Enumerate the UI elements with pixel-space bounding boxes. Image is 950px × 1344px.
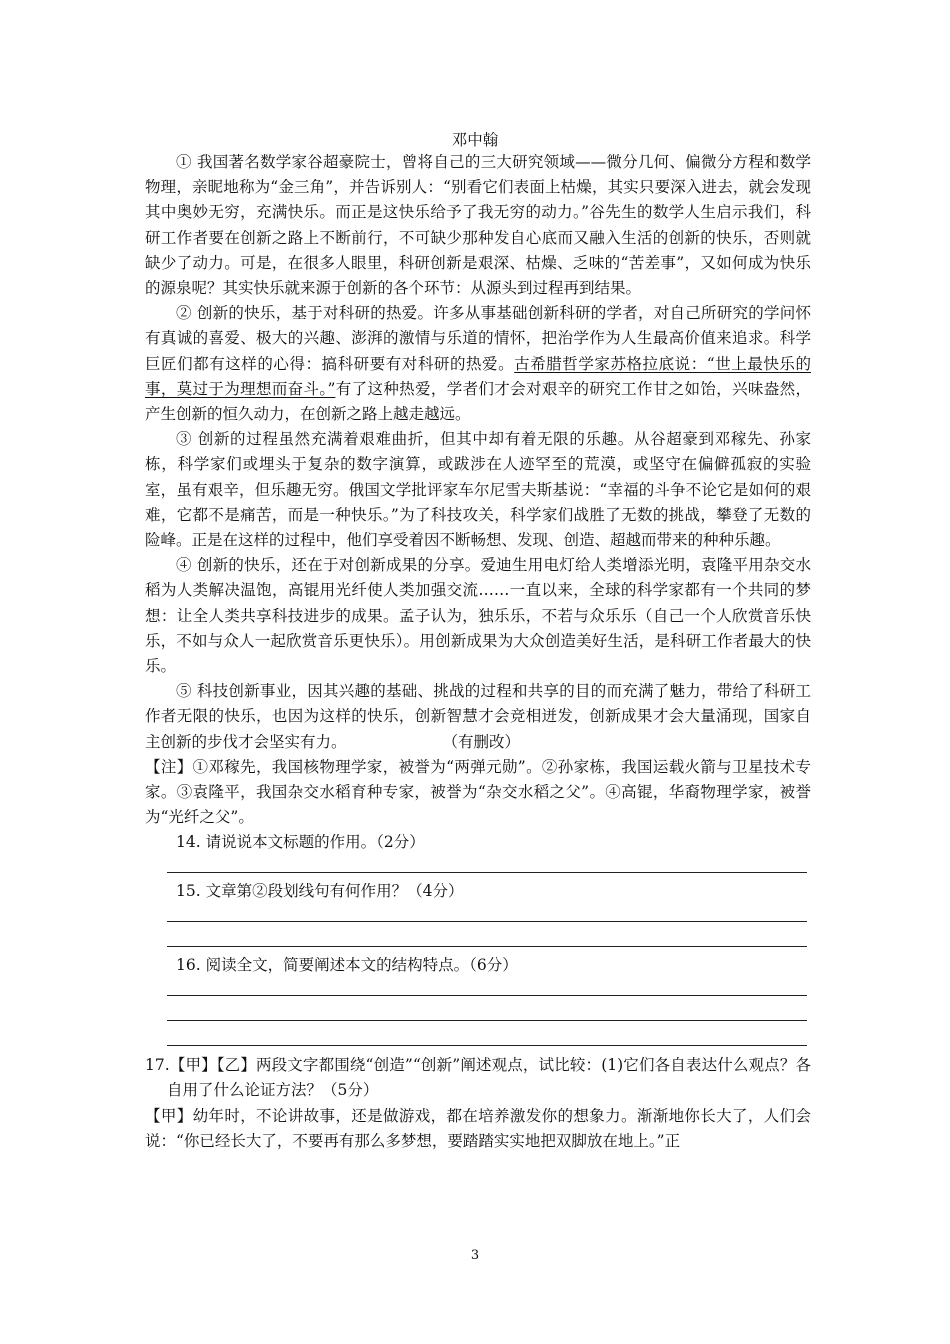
- paragraph-2-text-b: 有了这种热爱，学者们才会对艰辛的研究工作甘之如饴，兴味盎然，产生创新的恒久动力，在创新之路上越走越远。: [145, 379, 811, 424]
- article-body: [145, 150, 811, 1154]
- question-17: 17.【甲】【乙】两段文字都围绕“创造”“创新”阐述观点，试比较：(1)它们各自表达什么观点？各自用了什么论证方法？（5分）: [145, 1056, 811, 1100]
- underlined-sentence: 古希腊哲学家苏格拉底说：“世上最快乐的事，莫过于为理想而奋斗。”: [145, 354, 811, 398]
- paragraph-4: ④ 创新的快乐，还在于对创新成果的分享。爱迪生用电灯给人类增添光明，袁隆平用杂交水稻为人类解决温饱，高锟用光纤使人类加强交流……一直以来，全球的科学家都有一个共同的梦想：让全人类共享科技进步的成果。孟子认为，独乐乐，不若与众乐乐（自己一个人欣赏音乐快乐，不如与众人一起欣赏音乐更快乐）。用创新成果为大众创造美好生活，是科研工作者最大的快乐。: [145, 556, 811, 676]
- paragraph-2-text-a: ② 创新的快乐，基于对科研的热爱。许多从事基础创新科研的学者，对自己所研究的学问怀有真诚的喜爱、极大的兴趣、澎湃的激情与乐道的情怀，把治学作为人生最高价值来追求。科学巨匠们都有这样的心得：搞科研要有对科研的热爱。: [145, 304, 811, 373]
- footnote: 【注】①邓稼先，我国核物理学家，被誉为“两弹元勋”。②孙家栋，我国运载火箭与卫星技术专家。③袁隆平，我国杂交水稻育种专家，被誉为“杂交水稻之父”。④高锟，华裔物理学家，被誉为“光纤之父”。: [145, 757, 811, 827]
- question-14: 14. 请说说本文标题的作用。（2分）: [176, 833, 425, 852]
- paragraph-5: [145, 679, 811, 755]
- question-15: 15. 文章第②段划线句有何作用？（4分）: [176, 881, 464, 900]
- paragraph-1: ① 我国著名数学家谷超豪院士，曾将自己的三大研究领域——微分几何、偏微分方程和数学物理，亲昵地称为“金三角”，并告诉别人：“别看它们表面上枯燥，其实只要深入进去，就会发现其中奥妙无穷，充满快乐。而正是这快乐给予了我无穷的动力。”谷先生的数学人生启示我们，科研工作者要在创新之路上不断前行，不可缺少那种发自心底而又融入生活的创新的快乐，否则就缺少了动力。可是，在很多人眼里，科研创新是艰深、枯燥、乏味的“苦差事”，又如何成为快乐的源泉呢？其实快乐就来源于创新的各个环节：从源头到过程再到结果。: [145, 153, 811, 298]
- paragraph-5-text: ⑤ 科技创新事业，因其兴趣的基础、挑战的过程和共享的目的而充满了魅力，带给了科研工作者无限的快乐，也因为这样的快乐，创新智慧才会竞相迸发，创新成果才会大量涌现，国家自主创新的步伐才会坚实有力。: [145, 682, 811, 751]
- page-number: 3: [470, 1248, 480, 1263]
- question-16: 16. 阅读全文，简要阐述本文的结构特点。（6分）: [176, 955, 518, 974]
- edit-note: （有删改）: [442, 732, 521, 751]
- passage-jia: 【甲】幼年时，不论讲故事，还是做游戏，都在培养激发你的想象力。渐渐地你长大了，人们会说：“你已经长大了，不要再有那么多梦想，要踏踏实实地把双脚放在地上。”正: [145, 1106, 811, 1150]
- paragraph-3: ③ 创新的过程虽然充满着艰难曲折，但其中却有着无限的乐趣。从谷超豪到邓稼先、孙家栋，科学家们或埋头于复杂的数字演算，或跋涉在人迹罕至的荒漠，或坚守在偏僻孤寂的实验室，虽有艰辛，但乐趣无穷。俄国文学批评家车尔尼雪夫斯基说：“幸福的斗争不论它是如何的艰难，它都不是痛苦，而是一种快乐。”为了科技攻关，科学家们战胜了无数的挑战，攀登了无数的险峰。正是在这样的过程中，他们享受着因不断畅想、发现、创造、超越而带来的种种乐趣。: [145, 430, 811, 550]
- paragraph-2: [145, 301, 811, 427]
- article-author: 邓中翰: [451, 131, 499, 149]
